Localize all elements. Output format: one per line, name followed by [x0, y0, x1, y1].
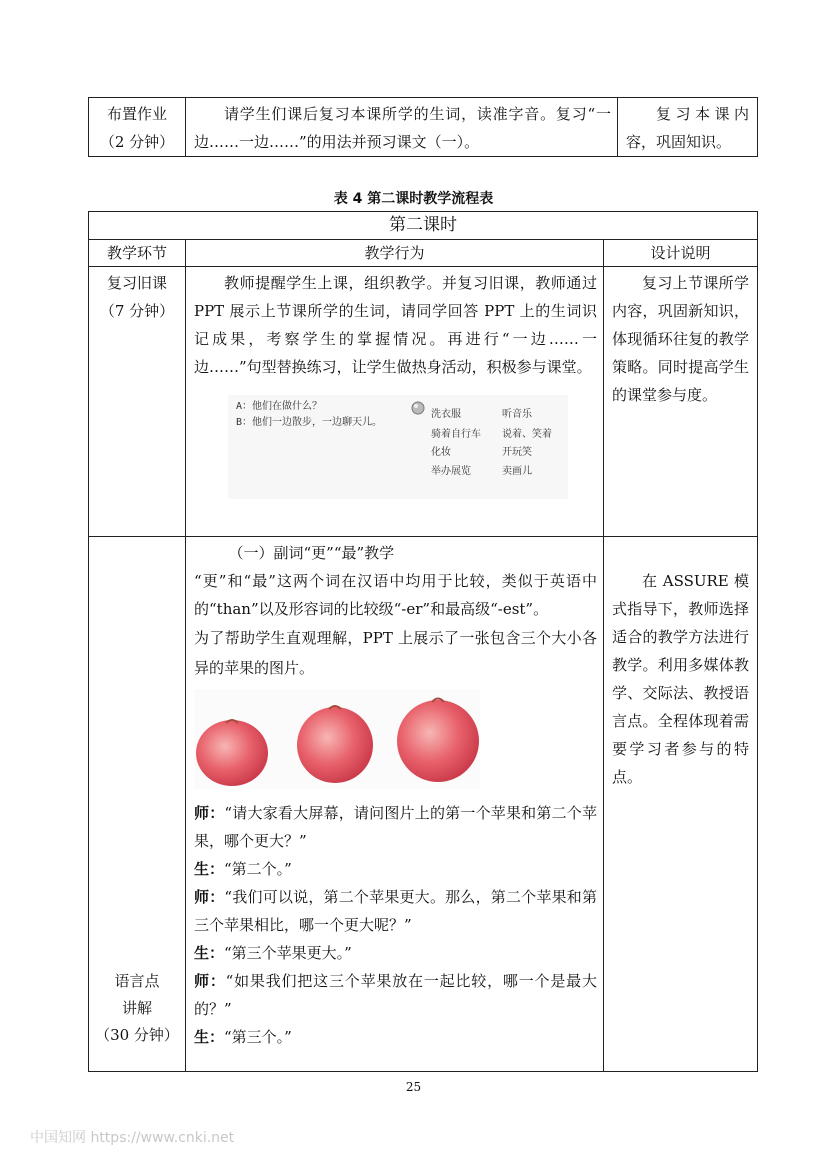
- apple-small: [196, 720, 268, 786]
- header-stage: 教学环节: [89, 240, 186, 267]
- speaker-label: 师：: [194, 972, 226, 990]
- word-item: 洗衣服: [431, 409, 461, 420]
- paragraph: 为了帮助学生直观理解，PPT 上展示了一张包含三个大小各异的苹果的图片。: [194, 629, 597, 677]
- word-item: 卖画儿: [502, 466, 532, 477]
- speaker-label: 师：: [194, 888, 225, 906]
- dialogue-text: “第二个。”: [224, 860, 292, 878]
- homework-table: [88, 97, 758, 157]
- table-title: 第二课时: [89, 212, 758, 240]
- action-cell: [186, 98, 618, 157]
- table-title-row: [89, 212, 758, 240]
- dialogue-text: “我们可以说，第二个苹果更大。那么，第二个苹果和第三个苹果相比，哪一个更大呢？”: [194, 888, 597, 934]
- stage-cell: [89, 267, 186, 537]
- bullet-ball-icon: [411, 401, 425, 415]
- table-row-language-points: [89, 537, 758, 1072]
- apples-image: [194, 689, 480, 789]
- note-text: 在 ASSURE 模式指导下，教师选择适合的教学方法进行教学。利用多媒体教学、交际法、教授语言点。全程体现着需要学习者参与的特点。: [612, 572, 749, 786]
- note-text: 复习上节课所学内容，巩固新知识，体现循环往复的教学策略。同时提高学生的课堂参与度。: [612, 274, 749, 404]
- stage-cell: [89, 98, 186, 157]
- apples-illustration: [194, 689, 480, 789]
- stage-duration: （30 分钟）: [95, 1026, 179, 1044]
- dialogue-text: “第三个。”: [224, 1028, 292, 1046]
- stage-duration: （7 分钟）: [99, 302, 175, 320]
- dialogue-line: [194, 939, 597, 967]
- speaker-label: 师：: [194, 804, 225, 822]
- action-text: 请学生们课后复习本课所学的生词，读准字音。复习“一边……一边……”的用法并预习课文（一）。: [194, 105, 611, 151]
- word-item: 举办展览: [431, 466, 471, 477]
- word-item: 化妆: [431, 447, 451, 458]
- stage-duration: （2 分钟）: [99, 133, 175, 151]
- word-item: 骑着自行车: [431, 429, 481, 440]
- action-cell: [186, 537, 604, 1072]
- word-item: 开玩笑: [502, 447, 532, 458]
- stage-name: 语言点: [114, 972, 160, 990]
- word-item: 听音乐: [502, 409, 532, 420]
- note-cell: [604, 537, 758, 1072]
- header-note: 设计说明: [604, 240, 758, 267]
- header-action: 教学行为: [186, 240, 604, 267]
- watermark: 中国知网 https://www.cnki.net: [30, 1130, 235, 1146]
- note-cell: [604, 267, 758, 537]
- dialogue-line: [194, 799, 597, 855]
- dialogue-line: [194, 855, 597, 883]
- lesson-flow-table: [88, 211, 758, 1072]
- exercise-answer: B：他们一边散步，一边聊天儿。: [236, 417, 383, 428]
- table-row: [89, 98, 758, 157]
- dialogue-line: [194, 967, 597, 1023]
- table-caption: 表 4 第二课时教学流程表: [333, 191, 494, 207]
- dialogue-text: “请大家看大屏幕，请问图片上的第一个苹果和第二个苹果，哪个更大？”: [194, 804, 597, 850]
- dialogue-line: [194, 1023, 597, 1051]
- exercise-image: [228, 395, 568, 499]
- speaker-label: 生：: [194, 860, 225, 878]
- dialogue: [194, 799, 597, 1051]
- stage-name-2: 讲解: [121, 999, 152, 1017]
- note-cell: [618, 98, 758, 157]
- note-text: 复习本课内容，巩固知识。: [626, 105, 749, 151]
- dialogue-text: “如果我们把这三个苹果放在一起比较，哪一个是最大的？”: [194, 972, 597, 1018]
- section-subtitle: （一）副词“更”“最”教学: [228, 544, 395, 562]
- table-row-review: [89, 267, 758, 537]
- paragraph: “更”和“最”这两个词在汉语中均用于比较，类似于英语中的“than”以及形容词的比较级“-er”和最高级“-est”。: [194, 572, 597, 618]
- dialogue-text: “第三个苹果更大。”: [224, 944, 352, 962]
- speaker-label: 生：: [194, 944, 225, 962]
- dialogue-line: [194, 883, 597, 939]
- stage-name: 复习旧课: [106, 274, 167, 292]
- stage-cell: [89, 537, 186, 1072]
- word-item: 说着、笑着: [502, 429, 552, 440]
- action-text: 教师提醒学生上课，组织教学。并复习旧课，教师通过 PPT 展示上节课所学的生词，请同学回答 PPT 上的生词识记成果，考察学生的掌握情况。再进行“一边……一边……”句型替换练习，让学生做热身活动，积极参与课堂。: [194, 274, 597, 376]
- exercise-question: A：他们在做什么？: [236, 401, 323, 412]
- table-header-row: [89, 240, 758, 267]
- speaker-label: 生：: [194, 1028, 225, 1046]
- page-number: 25: [405, 1080, 422, 1094]
- action-cell: [186, 267, 604, 537]
- stage-name: 布置作业: [106, 105, 167, 123]
